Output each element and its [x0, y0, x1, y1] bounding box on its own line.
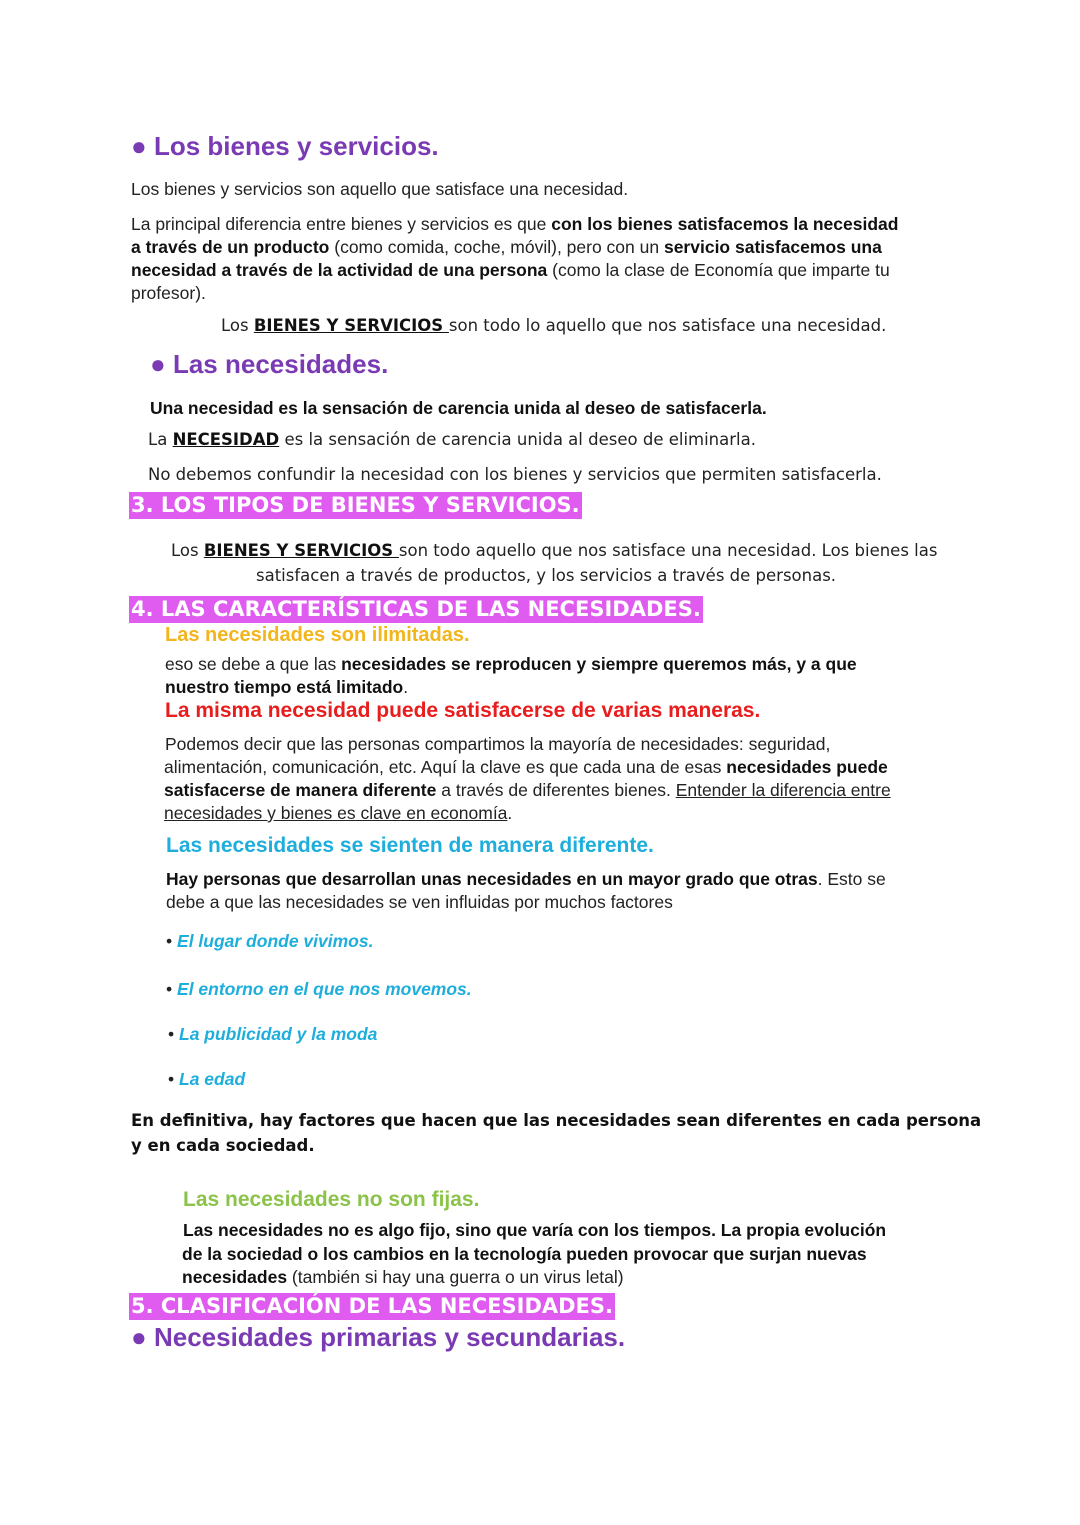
paragraph-line: Hay personas que desarrollan unas necesidades en un mayor grado que otras. Esto se	[166, 869, 886, 889]
paragraph-line: eso se debe a que las necesidades se reproducen y siempre queremos más, y a que	[165, 654, 857, 674]
characteristic-title: Las necesidades no son fijas.	[183, 1188, 480, 1211]
paragraph-line: necesidades y bienes es clave en economía.	[164, 803, 513, 823]
bullet-icon: •	[166, 979, 173, 999]
conclusion-line: y en cada sociedad.	[131, 1136, 315, 1155]
paragraph-line: satisfacerse de manera diferente a través de diferentes bienes. Entender la diferencia entre	[164, 780, 891, 800]
definition-line: satisfacen a través de productos, y los servicios a través de personas.	[256, 566, 837, 585]
characteristic-title: Las necesidades son ilimitadas.	[165, 624, 470, 646]
paragraph-line: a través de un producto (como comida, coche, móvil), pero con un servicio satisfacemos una	[131, 237, 882, 257]
section-title-necesidades: ● Las necesidades.	[150, 349, 389, 379]
paragraph-line: Podemos decir que las personas compartimos la mayoría de necesidades: seguridad,	[165, 734, 831, 754]
conclusion-line: En definitiva, hay factores que hacen que las necesidades sean diferentes en cada persona	[131, 1111, 982, 1130]
paragraph-line: necesidad a través de la actividad de una persona (como la clase de Economía que imparte tu	[131, 260, 890, 280]
paragraph-line: nuestro tiempo está limitado.	[165, 677, 409, 697]
section-heading-4: 4. LAS CARACTERÍSTICAS DE LAS NECESIDADES.	[131, 597, 701, 621]
bullet-icon: ●	[131, 131, 147, 161]
section-heading-5: 5. CLASIFICACIÓN DE LAS NECESIDADES.	[131, 1294, 614, 1318]
list-item: • La edad	[168, 1069, 246, 1089]
definition-line: Los BIENES Y SERVICIOS son todo aquello que nos satisface una necesidad. Los bienes las	[171, 541, 938, 560]
paragraph-line: La principal diferencia entre bienes y servicios es que con los bienes satisfacemos la necesidad	[131, 214, 899, 234]
list-item: • El lugar donde vivimos.	[166, 931, 374, 951]
paragraph: Los bienes y servicios son aquello que satisface una necesidad.	[131, 179, 629, 199]
paragraph: Una necesidad es la sensación de carencia unida al deseo de satisfacerla.	[150, 398, 767, 418]
section-title-bienes-servicios: ● Los bienes y servicios.	[131, 131, 439, 161]
section-title-primarias-secundarias: ● Necesidades primarias y secundarias.	[131, 1322, 626, 1352]
list-item: • El entorno en el que nos movemos.	[166, 979, 472, 999]
characteristic-title: Las necesidades se sienten de manera diferente.	[166, 834, 654, 857]
paragraph-line: profesor).	[131, 283, 206, 303]
paragraph-line: alimentación, comunicación, etc. Aquí la clave es que cada una de esas necesidades puede	[164, 757, 888, 777]
definition-line: La NECESIDAD es la sensación de carencia unida al deseo de eliminarla.	[148, 430, 756, 449]
bullet-icon: ●	[131, 1322, 147, 1352]
bullet-icon: •	[168, 1069, 175, 1089]
list-item: • La publicidad y la moda	[168, 1024, 378, 1044]
characteristic-title: La misma necesidad puede satisfacerse de varias maneras.	[165, 699, 761, 722]
definition-line: Los BIENES Y SERVICIOS son todo lo aquello que nos satisface una necesidad.	[221, 316, 887, 335]
paragraph-line: Las necesidades no es algo fijo, sino que varía con los tiempos. La propia evolución	[183, 1220, 887, 1240]
section-heading-3: 3. LOS TIPOS DE BIENES Y SERVICIOS.	[131, 493, 580, 517]
bullet-icon: •	[168, 1024, 175, 1044]
bullet-icon: •	[166, 931, 173, 951]
paragraph-line: de la sociedad o los cambios en la tecnología pueden provocar que surjan nuevas	[182, 1244, 867, 1264]
paragraph-line: debe a que las necesidades se ven influidas por muchos factores	[166, 892, 673, 912]
paragraph-line: necesidades (también si hay una guerra o un virus letal)	[182, 1267, 624, 1287]
paragraph: No debemos confundir la necesidad con los bienes y servicios que permiten satisfacerla.	[148, 465, 882, 484]
bullet-icon: ●	[150, 349, 166, 379]
